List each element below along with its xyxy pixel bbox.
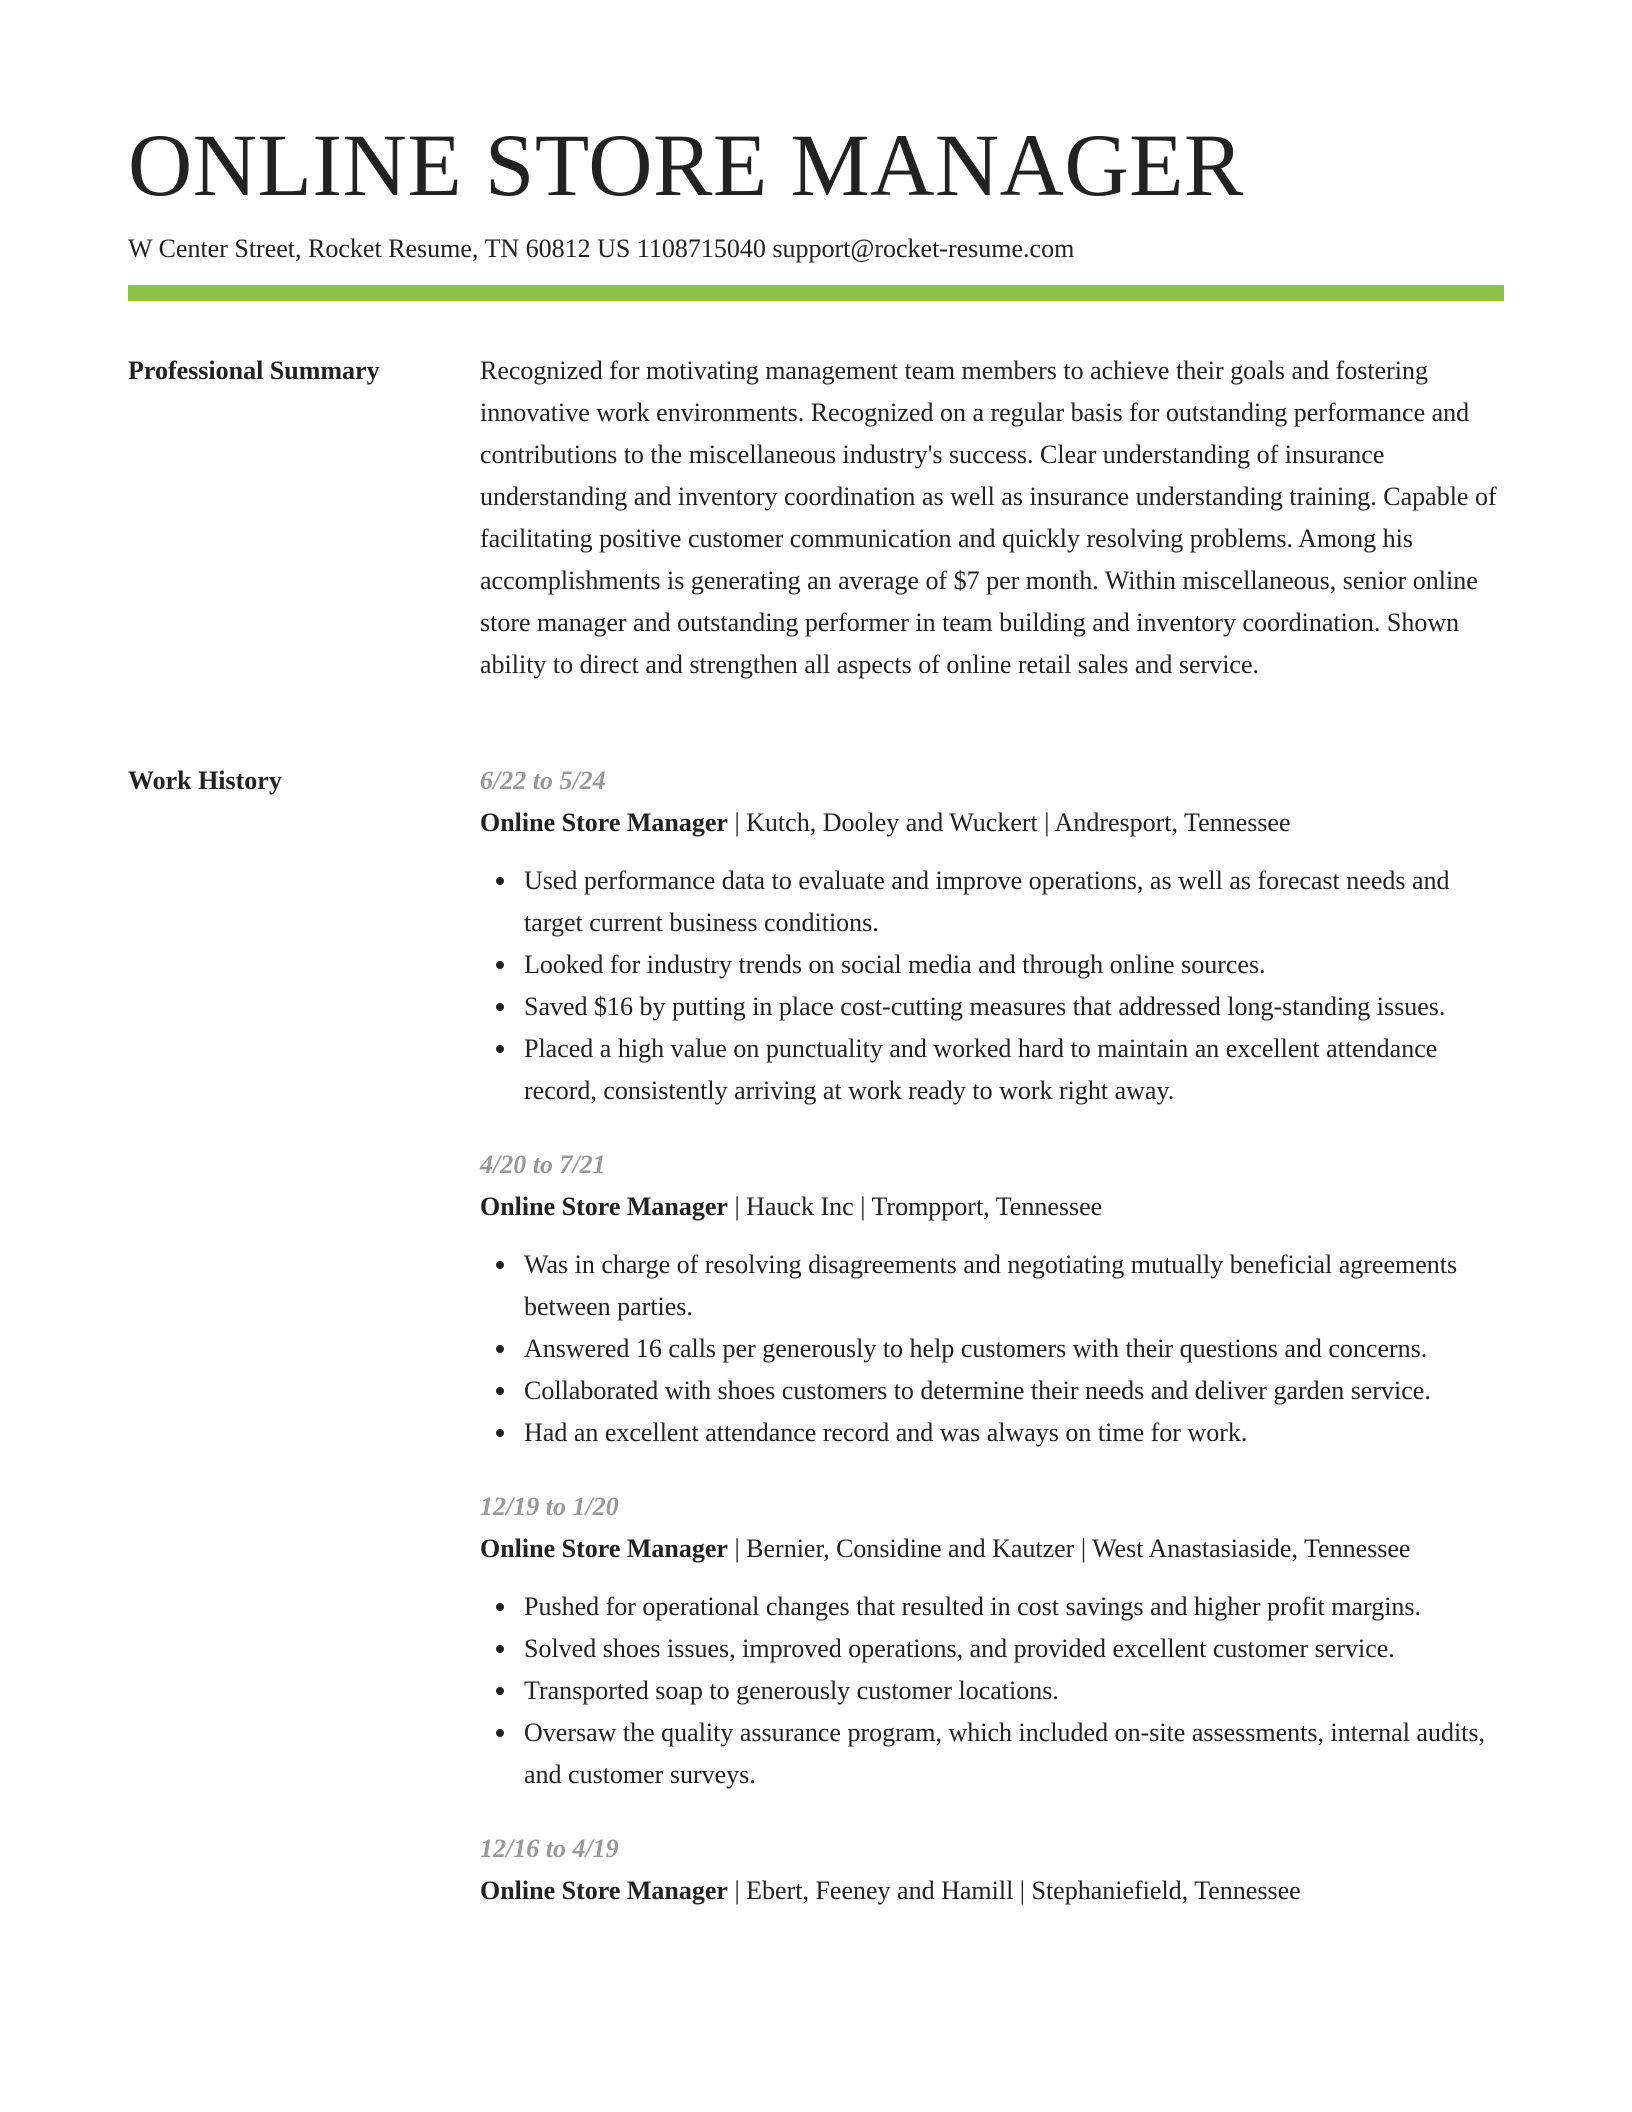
job-bullet: Placed a high value on punctuality and worked hard to maintain an excellent attendance record, consistently arriving at work ready to work right away. — [524, 1028, 1504, 1112]
job-entry — [480, 1828, 1504, 1912]
job-bullet: Transported soap to generously customer locations. — [524, 1670, 1504, 1712]
job-details: | Kutch, Dooley and Wuckert | Andresport, Tennessee — [727, 808, 1291, 837]
job-bullet: Collaborated with shoes customers to determine their needs and deliver garden service. — [524, 1370, 1504, 1412]
job-heading — [480, 1186, 1504, 1228]
work-history-body — [480, 760, 1504, 1944]
job-dates: 6/22 to 5/24 — [480, 766, 606, 795]
job-entry — [480, 1486, 1504, 1796]
job-bullet: Answered 16 calls per generously to help customers with their questions and concerns. — [524, 1328, 1504, 1370]
job-entry — [480, 1144, 1504, 1454]
job-bullet: Solved shoes issues, improved operations, and provided excellent customer service. — [524, 1628, 1504, 1670]
job-details: | Hauck Inc | Trompport, Tennessee — [727, 1192, 1103, 1221]
job-bullet: Had an excellent attendance record and was always on time for work. — [524, 1412, 1504, 1454]
job-dates: 12/16 to 4/19 — [480, 1834, 619, 1863]
job-heading — [480, 1870, 1504, 1912]
job-entry — [480, 760, 1504, 1112]
job-heading — [480, 802, 1504, 844]
job-dates: 4/20 to 7/21 — [480, 1150, 606, 1179]
job-bullet: Oversaw the quality assurance program, which included on-site assessments, internal audits, and customer surveys. — [524, 1712, 1504, 1796]
header-divider — [128, 285, 1504, 301]
summary-text: Recognized for motivating management team members to achieve their goals and fostering innovative work environments. Recognized on a regular basis for outstanding performance and contributions to the miscellaneous industry's success. Clear understanding of insurance understanding and inventory coordination as well as insurance understanding training. Capable of facilitating positive customer communication and quickly resolving problems. Among his accomplishments is generating an average of $7 per month. Within miscellaneous, senior online store manager and outstanding performer in team building and inventory coordination. Shown ability to direct and strengthen all aspects of online retail sales and service. — [480, 356, 1497, 679]
job-bullet: Pushed for operational changes that resulted in cost savings and higher profit margins. — [524, 1586, 1504, 1628]
summary-body — [480, 350, 1504, 686]
job-heading — [480, 1528, 1504, 1570]
contact-line: W Center Street, Rocket Resume, TN 60812 US 1108715040 support@rocket-resume.com — [128, 234, 1075, 263]
job-details: | Bernier, Considine and Kautzer | West Anastasiaside, Tennessee — [727, 1534, 1411, 1563]
job-bullets — [480, 1244, 1504, 1454]
job-bullet: Was in charge of resolving disagreements and negotiating mutually beneficial agreements between parties. — [524, 1244, 1504, 1328]
work-history-heading: Work History — [128, 766, 282, 795]
job-bullets — [480, 860, 1504, 1112]
resume-name: ONLINE STORE MANAGER — [128, 117, 1244, 215]
job-bullets — [480, 1586, 1504, 1796]
job-details: | Ebert, Feeney and Hamill | Stephaniefield, Tennessee — [727, 1876, 1301, 1905]
job-title: Online Store Manager — [480, 1876, 728, 1905]
summary-heading: Professional Summary — [128, 356, 380, 385]
job-bullet: Saved $16 by putting in place cost-cutting measures that addressed long-standing issues. — [524, 986, 1504, 1028]
job-dates: 12/19 to 1/20 — [480, 1492, 619, 1521]
job-title: Online Store Manager — [480, 1192, 728, 1221]
job-bullet: Looked for industry trends on social media and through online sources. — [524, 944, 1504, 986]
job-bullet: Used performance data to evaluate and improve operations, as well as forecast needs and target current business conditions. — [524, 860, 1504, 944]
job-title: Online Store Manager — [480, 1534, 728, 1563]
job-title: Online Store Manager — [480, 808, 728, 837]
